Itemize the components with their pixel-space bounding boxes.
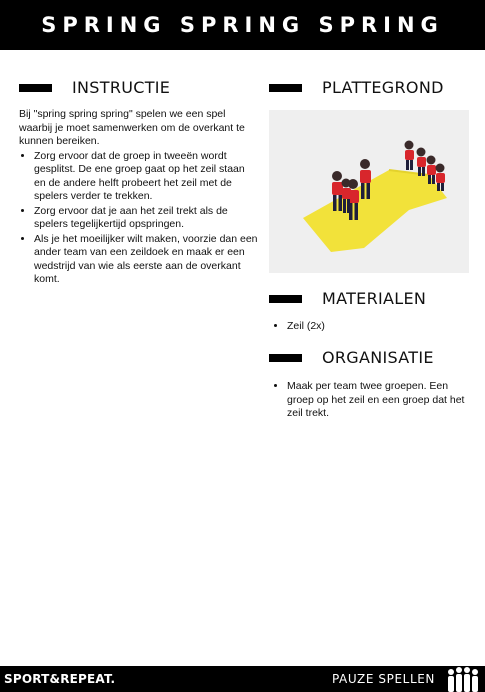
- plattegrond-header: [269, 78, 444, 97]
- plattegrond-image: [269, 110, 469, 273]
- organisatie-title: ORGANISATIE: [322, 348, 434, 367]
- organisatie-body: [275, 380, 475, 421]
- list-item: • Zeil (2x): [287, 320, 475, 334]
- organisatie-list: [275, 380, 475, 421]
- header-bar: [0, 0, 485, 50]
- instructie-body: [19, 108, 259, 288]
- materialen-list: [275, 320, 475, 334]
- heading-bar: [269, 295, 302, 303]
- brand-name: SPORT&REPEAT.: [4, 672, 116, 686]
- materialen-body: [275, 320, 475, 334]
- list-item: • Zorg ervoor dat de groep in tweeën wordt gesplitst. De ene groep gaat op het zeil staan en de andere helft probeert het zeil met de spelers verder te trekken.: [34, 150, 259, 204]
- plattegrond-title: PLATTEGROND: [322, 78, 444, 97]
- materialen-title: MATERIALEN: [322, 289, 427, 308]
- footer-bar: [0, 666, 485, 692]
- instructie-list: [19, 150, 259, 287]
- heading-bar: [269, 84, 302, 92]
- page-title: SPRING SPRING SPRING: [41, 13, 444, 37]
- list-item: • Maak per team twee groepen. Een groep op het zeil en een groep dat het zeil trekt.: [287, 380, 475, 421]
- heading-bar: [19, 84, 52, 92]
- footer-category: PAUZE SPELLEN: [331, 672, 435, 686]
- list-item: • Zorg ervoor dat je aan het zeil trekt als de spelers tegelijkertijd opspringen.: [34, 205, 259, 232]
- heading-bar: [269, 354, 302, 362]
- materialen-header: [269, 289, 426, 308]
- people-group-icon: [445, 666, 481, 692]
- instructie-intro: Bij "spring spring spring" spelen we een spel waarbij je moet samenwerken om de overkant te kunnen bereiken.: [19, 108, 245, 147]
- instructie-header: [19, 78, 170, 97]
- list-item: • Als je het moeilijker wilt maken, voorzie dan een ander team van een zeildoek en maak er een wedstrijd van wie als eerste aan de overkant komt.: [34, 233, 259, 287]
- organisatie-header: [269, 348, 434, 367]
- instructie-title: INSTRUCTIE: [72, 78, 171, 97]
- children-on-sail-illustration: [269, 110, 469, 273]
